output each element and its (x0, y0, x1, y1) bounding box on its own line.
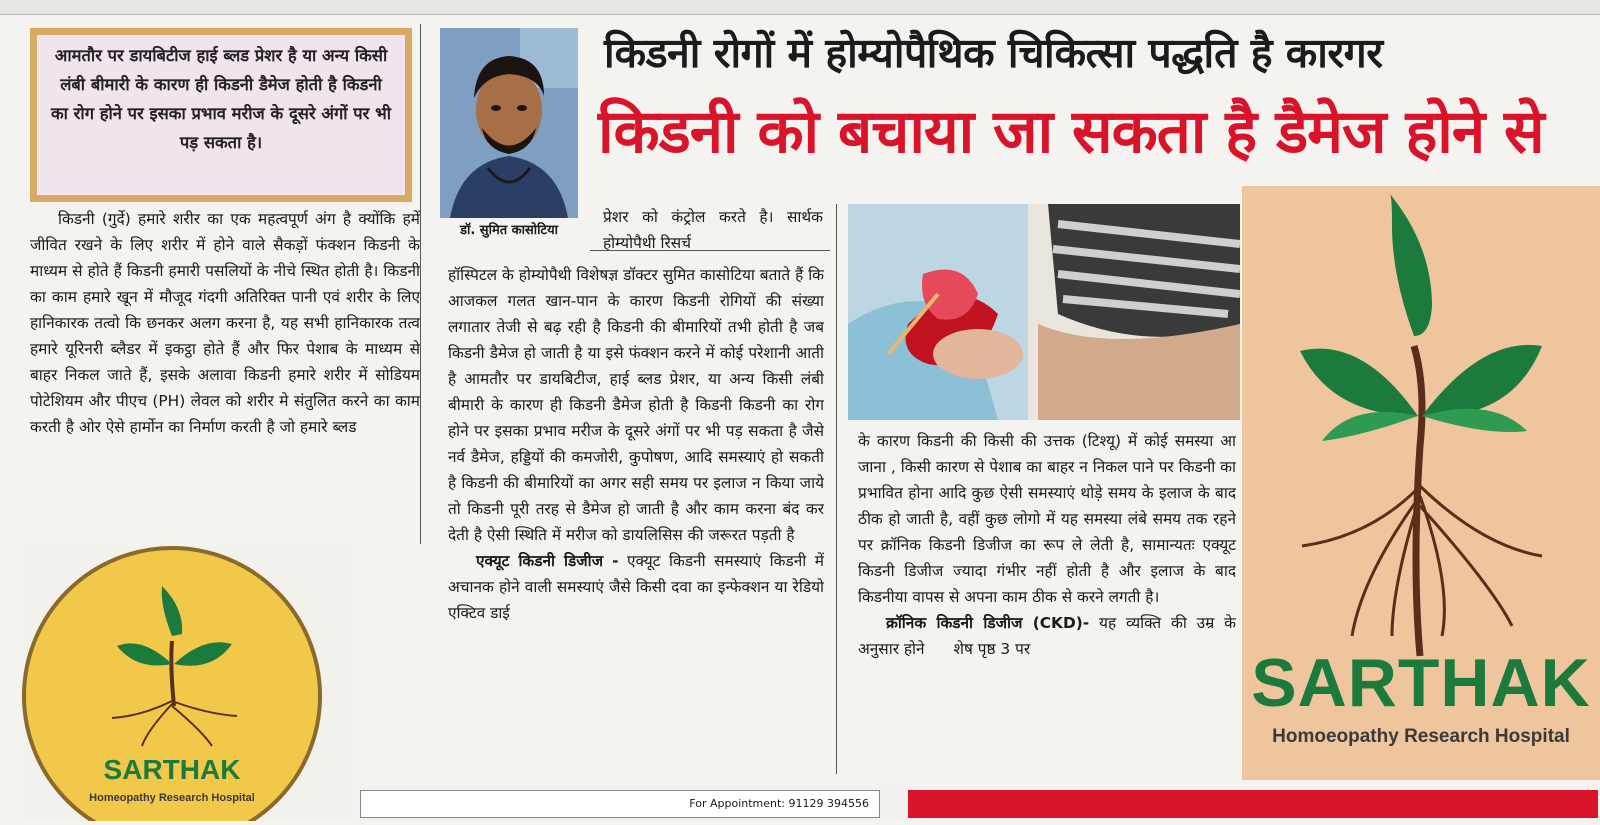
article-paragraph: के कारण किडनी की किसी की उत्तक (टिश्यू) में कोई समस्या आ जाना , किसी कारण से पेशाब का बाहर न निकल पाने पर किडनी का प्रभावित होना आदि कुछ ऐसी समस्याएं थोड़े समय के इलाज के बाद ठीक हो जाती है, वहीं कुछ लोगो में यह समस्या लंबे समय तक रहने पर क्रॉनिक किडनी डिजीज का रूप ले लेती है, सामान्यतः एक्यूट किडनी डिजीज ज्यादा गंभीर नहीं होती है और इलाज के बाद किडनीया वापस से अपना काम ठीक से करने लगती है। (858, 432, 1236, 606)
doctor-photo (440, 28, 578, 218)
article-column-3 (858, 428, 1236, 768)
article-paragraph: प्रेशर को कंट्रोल करते है। सार्थक होम्योपैथी रिसर्च (603, 208, 823, 252)
article-paragraph: हॉस्पिटल के होम्योपैथी विशेषज्ञ डॉक्टर सुमित कासोटिया बताते हैं कि आजकल गलत खान-पान के कारण किडनी रोगियों की संख्या लगातार तेजी से बढ़ रही है किडनी की बीमारियों तभी होती है जब किडनी डैमेज हो जाती है या इसे फंक्शन करने में कोई परेशानी आती है आमतौर पर डायबिटीज, हाई ब्लड प्रेशर, या अन्य किसी लंबी बीमारी के कारण ही किडनी डैमेज होती है किडनी किडनी का रोग होने पर इसका प्रभाव मरीज के दूसरे अंगों पर भी पड़ सकता है जैसे नर्व डैमेज, हड्डियों की कमजोरी, कुपोषण, आदि समस्याएं हो सकती है किडनी की बीमारियों का अगर सही समय पर इलाज न किया जाये तो किडनी पूरी तरह से डैमेज हो जाती है और काम करना बंद कर देती है ऐसी स्थिति में मरीज को डायलिसिस की जरूरत पड़ती है (448, 266, 824, 544)
subheading-chronic: क्रॉनिक किडनी डिजीज (CKD)- (886, 614, 1090, 632)
red-ad-block (908, 790, 1598, 818)
photo-caption: डॉ. सुमित कासोटिया (460, 223, 558, 238)
top-strip (0, 0, 1600, 15)
article-column-2-top (603, 204, 823, 260)
badge-name: SARTHAK (103, 754, 241, 785)
subsection-text: यह व्यक्ति की उम्र के अनुसार होने (858, 614, 1236, 658)
article-subsection (858, 610, 1236, 662)
article-subsection (448, 548, 824, 626)
subsection-text: एक्यूट किडनी समस्याएं किडनी में अचानक होने वाली समस्याएं जैसे किसी दवा का इन्फेक्शन या रेडियो एक्टिव डाई (448, 552, 824, 622)
kidney-illustration (848, 204, 1240, 420)
logo-tagline: Homoeopathy Research Hospital (1272, 726, 1570, 747)
sarthak-logo-large (1242, 186, 1600, 780)
pull-quote: आमतौर पर डायबिटीज हाई ब्लड प्रेशर है या अन्य किसी लंबी बीमारी के कारण ही किडनी डैमेज होती है किडनी का रोग होने पर इसका प्रभाव मरीज के दूसरे अंगों पर भी पड़ सकता है। (37, 35, 405, 195)
article-paragraph: किडनी (गुर्दे) हमारे शरीर का एक महत्वपूर्ण अंग है क्योंकि हमें जीवित रखने के लिए शरीर में होने वाले सैकड़ों फंक्शन किडनी के माध्यम से होते हैं किडनी हमारी पसलियों के नीचे स्थित होती है। किडनी का काम हमारे खून में मौजूद गंदगी अतिरिक्त पानी एवं शरीर के लिए हानिकारक तत्वो कि छनकर अलग करना है, यह सभी हानिकारक तत्व हमारे यूरिनरी ब्लैडर में इकट्ठा होते हैं और फिर पेशाब के माध्यम से बाहर निकल जाते हैं, इसके अलावा किडनी हमारे शरीर में सोडियम पोटेशियम और पीएच (PH) लेवल को शरीर मे संतुलित करने का काम करती है ओर ऐसे हार्मोन का निर्माण करती है जो हमारे ब्लड (30, 210, 420, 436)
pull-quote-box (30, 28, 412, 202)
subheading-acute: एक्यूट किडनी डिजीज - (476, 552, 619, 570)
sarthak-badge (22, 546, 352, 821)
appointment-ad: For Appointment: 91129 394556 (360, 790, 880, 818)
article-column-1 (30, 206, 420, 544)
badge-tagline: Homeopathy Research Hospital (89, 792, 255, 804)
article-column-2 (448, 262, 824, 770)
column-rule (836, 204, 837, 774)
sapling-logo-icon (1300, 194, 1542, 656)
column-rule (420, 24, 421, 544)
bottom-ad-strip (360, 786, 1600, 821)
logo-name: SARTHAK (1251, 645, 1591, 721)
headline-top: किडनी रोगों में होम्योपैथिक चिकित्सा पद्धति है कारगर (604, 29, 1383, 77)
headline-main: किडनी को बचाया जा सकता है डैमेज होने से (598, 97, 1544, 167)
continued-note: शेष पृष्ठ 3 पर (953, 640, 1031, 658)
